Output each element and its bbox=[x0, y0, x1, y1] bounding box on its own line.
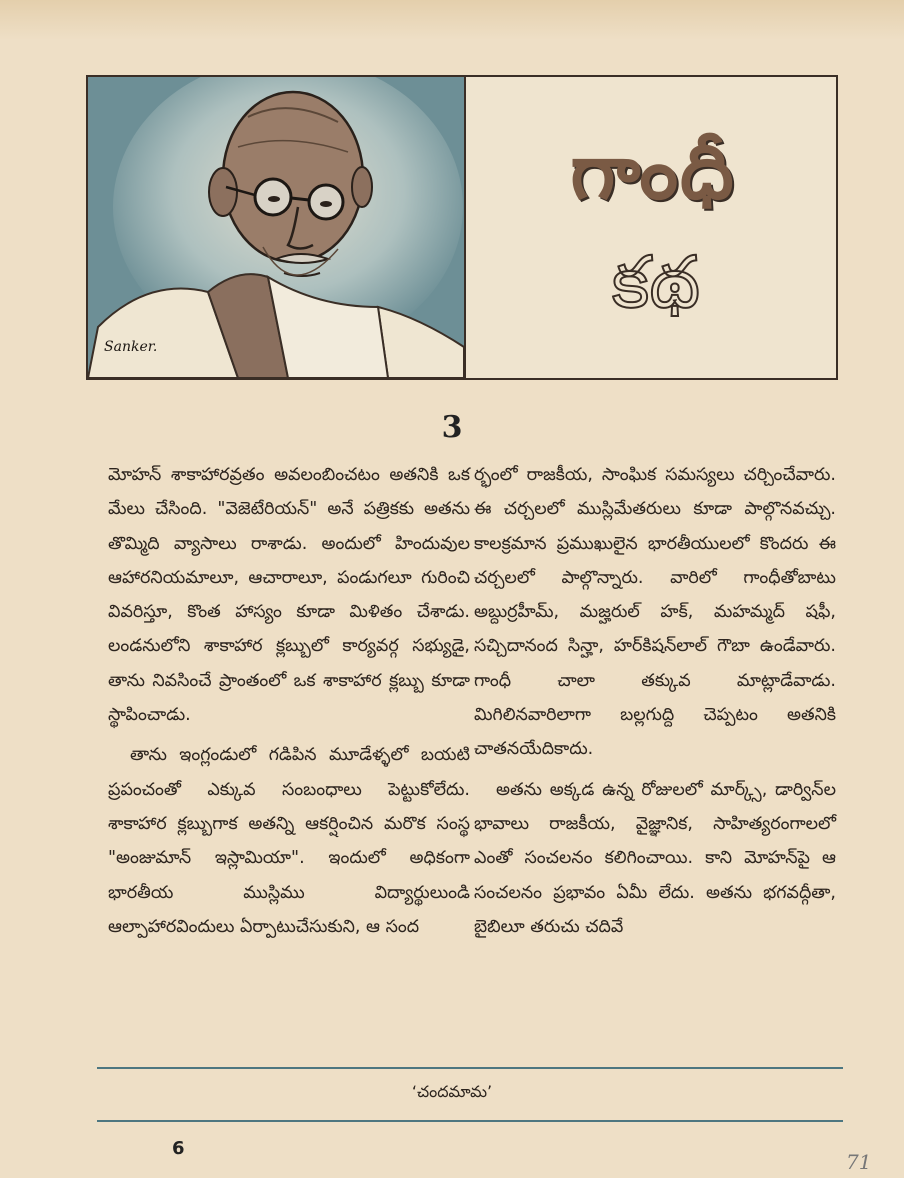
magazine-name: ‘చందమామ’ bbox=[411, 1082, 493, 1101]
paragraph: తాను ఇంగ్లండులో గడిపిన మూడేళ్ళలో బయటి ప్రపంచంతో ఎక్కువ సంబంధాలు పెట్టుకోలేదు. శాకాహార క్లబ్బుగాక అతన్ని ఆకర్షించిన మరొక సంస్థ "అంజుమాన్ ఇస్లామియా". ఇందులో అధికంగా భారతీయ ముస్లిము విద్యార్థులుండి ఆల్పాహారవిందులు ఏర్పాటుచేసుకుని, ఆ సంద bbox=[108, 745, 470, 937]
page-number: 6 bbox=[172, 1138, 185, 1159]
scan-page-marker: 71 bbox=[846, 1150, 872, 1174]
title-line-1: గాంధీ bbox=[570, 127, 736, 216]
paragraph: అతను అక్కడ ఉన్న రోజులలో మార్క్స్, డార్విన్‌ల భావాలు రాజకీయ, వైజ్ఞానిక, సాహిత్యరంగాలలో ఎంతో సంచలనం కలిగించాయి. కాని మోహన్‌పై ఆ సంచలనం ప్రభావం ఏమీ లేదు. అతను భగవద్గీతా, బైబిలూ తరుచు చదివే bbox=[474, 779, 836, 937]
title-line-2: కథ bbox=[611, 240, 701, 324]
gandhi-portrait-drawing bbox=[88, 77, 464, 378]
paragraph: ర్భంలో రాజకీయ, సాంఘిక సమస్యలు చర్చించేవారు. ఈ చర్చలలో ముస్లిమేతరులు కూడా పాల్గొనవచ్చు. కాలక్రమాన ప్రముఖులైన భారతీయులలో కొందరు ఈ చర్చలలో పాల్గొన్నారు. వారిలో గాంధీతోబాటు అబ్దుర్రహీమ్, మజ్హరుల్ హక్, మహమ్మద్ షఫీ, సచ్చిదానంద సిన్హా, హర్‌కిషన్‌లాల్ గౌబా ఉండేవారు. గాంధీ చాలా తక్కువ మాట్లాడేవాడు. మిగిలినవారిలాగా బల్లగుద్ది చెప్పటం అతనికి చాతనయేదికాదు. bbox=[474, 465, 836, 760]
page-edge-shading bbox=[0, 0, 904, 40]
text-column-left bbox=[108, 458, 470, 944]
title-panel bbox=[466, 77, 836, 378]
footer-rule-bottom bbox=[97, 1120, 843, 1122]
text-column-right bbox=[474, 458, 836, 944]
artist-signature: Sanker. bbox=[104, 339, 158, 355]
header-illustration bbox=[86, 75, 838, 380]
gandhi-portrait bbox=[88, 77, 466, 378]
paragraph: మోహన్ శాకాహారవ్రతం అవలంబించటం అతనికి ఒక మేలు చేసింది. "వెజెటేరియన్" అనే పత్రికకు అతను తొమ్మిది వ్యాసాలు రాశాడు. అందులో హిందువుల ఆహారనియమాలూ, ఆచారాలూ, పండుగలూ గురించి వివరిస్తూ, కొంత హాస్యం కూడా మిళితం చేశాడు. లండనులోని శాకాహార క్లబ్బులో కార్యవర్గ సభ్యుడై, తాను నివసించే ప్రాంతంలో ఒక శాకాహార క్లబ్బు కూడా స్థాపించాడు. bbox=[108, 465, 470, 726]
chapter-number: 3 bbox=[441, 410, 463, 445]
footer-rule-top bbox=[97, 1067, 843, 1069]
